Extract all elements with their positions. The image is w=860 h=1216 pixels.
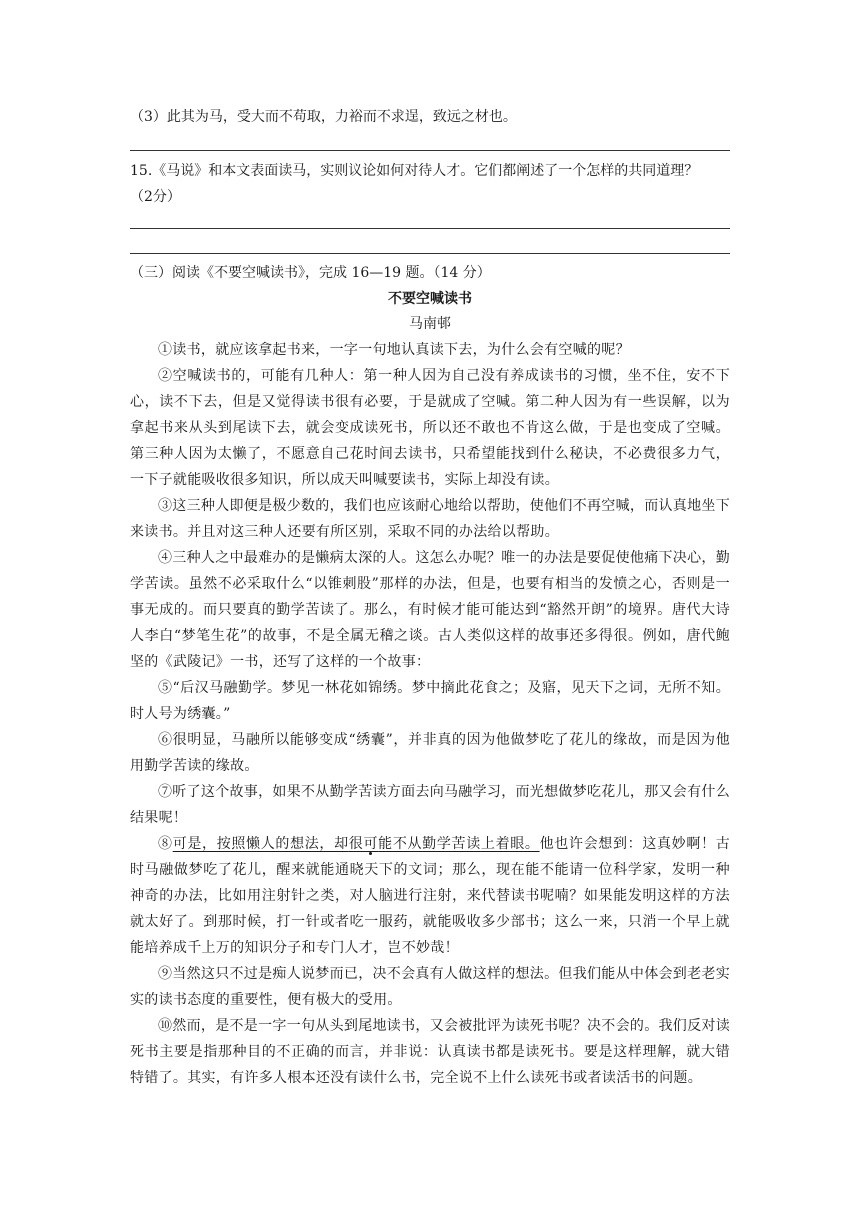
section-3-header: （三）阅读《不要空喊读书》，完成 16—19 题。（14 分）: [130, 265, 491, 281]
paragraph-7: ⑦听了这个故事，如果不从勤学苦读方面去向马融学习，而光想做梦吃花儿，那又会有什么结果呢！: [130, 784, 730, 826]
answer-line: [130, 253, 730, 254]
question-15-text: 15.《马说》和本文表面读马，实则议论如何对待人才。它们都阐述了一个怎样的共同道理？: [130, 163, 699, 179]
paragraph-5: ⑤“后汉马融勤学。梦见一林花如锦绣。梦中摘此花食之；及寤，见天下之词，无所不知。时人号为绣囊。”: [130, 680, 730, 722]
paragraph-8-number: ⑧: [158, 836, 173, 852]
question-15-score: （2分）: [130, 189, 181, 205]
paragraph-6: ⑥很明显，马融所以能够变成“绣囊”，并非真的因为他做梦吃了花儿的缘故，而是因为他用勤学苦读的缘故。: [130, 732, 730, 774]
answer-line: [130, 150, 730, 151]
paragraph-2: ②空喊读书的，可能有几种人：第一种人因为自己没有养成读书的习惯，坐不住，安不下心，读不下去，但是又觉得读书很有必要，于是就成了空喊。第二种人因为有一些误解，以为拿起书来从头到尾读下去，就会变成读死书，所以还不敢也不肯这么做，于是也变成了空喊。第三种人因为太懒了，不愿意自己花时间去读书，只希望能找到什么秘诀，不必费很多力气，一下子就能吸收很多知识，所以成天叫喊要读书，实际上却没有读。: [130, 368, 730, 488]
paragraph-4: ④三种人之中最难办的是懒病太深的人。这怎么办呢？唯一的办法是要促使他痛下决心，勤学苦读。虽然不必采取什么“以锥刺股”那样的办法，但是，也要有相当的发愤之心，否则是一事无成的。而只要真的勤学苦读了。那么，有时候才能可能达到“豁然开朗”的境界。唐代大诗人李白“梦笔生花”的故事，不是全属无稽之谈。古人类似这样的故事还多得很。例如，唐代鲍坚的《武陵记》一书，还写了这样的一个故事：: [130, 550, 730, 670]
article-title: 不要空喊读书: [388, 291, 472, 307]
paragraph-8-text: 他也许会想到：这真妙啊！古时马融做梦吃了花儿，醒来就能通晓天下的文词；那么，现在能不能请一位科学家，发明一种神奇的办法，比如用注射针之类，对人脑进行注射，来代替读书呢喃？如果能发明这样的方法就太好了。到那时候，打一针或者吃一服药，就能吸收多少部书；这么一来，只消一个早上就能培养成千上万的知识分子和专门人才，岂不妙哉！: [130, 836, 730, 956]
underlined-phrase: 很: [348, 836, 364, 852]
underlined-phrase: 可是，按照懒人的想法，却: [172, 836, 349, 852]
paragraph-1: ①读书，就应该拿起书来，一字一句地认真读下去，为什么会有空喊的呢？: [158, 342, 630, 358]
paragraph-8: [130, 831, 730, 961]
question-14-item-3: （3）此其为马，受大而不苟取，力裕而不求逞，致远之材也。: [130, 109, 517, 125]
emphasis-dot-character: 可: [363, 836, 379, 852]
answer-line: [130, 228, 730, 229]
paragraph-10: ⑩然而，是不是一字一句从头到尾地读书，又会被批评为读死书呢？决不会的。我们反对读死书主要是指那种目的不正确的而言，并非说：认真读书都是读死书。要是这样理解，就大错特错了。其实，有许多人根本还没有读什么书，完全说不上什么读死书或者读活书的问题。: [130, 1018, 730, 1086]
paragraph-3: ③这三种人即便是极少数的，我们也应该耐心地给以帮助，使他们不再空喊，而认真地坐下来读书。并且对这三种人还要有所区别，采取不同的办法给以帮助。: [130, 498, 730, 540]
paragraph-9: ⑨当然这只不过是痴人说梦而已，决不会真有人做这样的想法。但我们能从中体会到老老实实的读书态度的重要性，便有极大的受用。: [130, 966, 730, 1008]
underlined-phrase: 能不从勤学苦读上着眼。: [378, 836, 540, 852]
article-author: 马南邨: [409, 316, 451, 332]
